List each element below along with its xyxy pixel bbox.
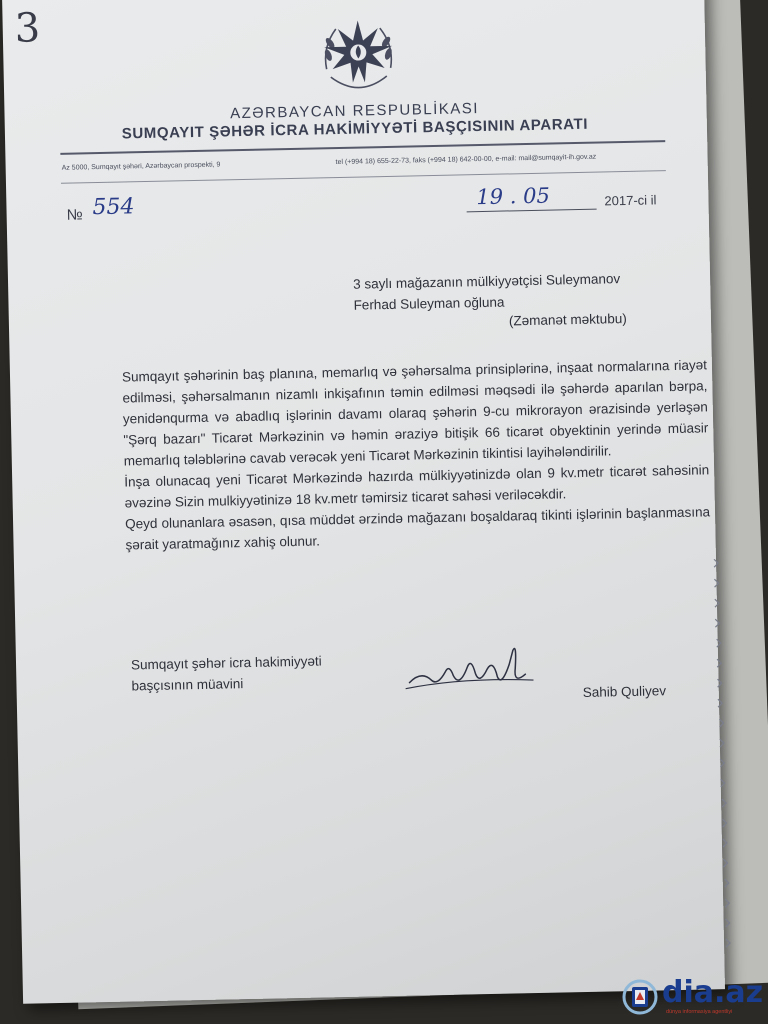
header-divider-thin	[61, 170, 666, 184]
watermark-text	[662, 975, 764, 1015]
header-divider	[60, 140, 665, 155]
letter-body	[122, 354, 711, 555]
reference-number-value: 554	[92, 194, 135, 221]
body-paragraph-1: Sumqayıt şəhərinin baş planına, memarlıq və şəhərsalma prinsiplərinə, inşaat normalarına riayət edilməsi, şəhərsalmanın nizamlı inkişafının təmin edilməsi məqsədi ilə şəhərdə aparılan bərpa, yenidənqurma və abadlıq işlərinin davamı olaraq şəhərin 9-cu mikrorayon ərazisində yerləşən "Şərq bazarı" Ticarət Mərkəzinin və həmin əraziyə bitişik 66 ticarət obyektinin yerində müasir memarlıq tələblərinə cavab verəcək yeni Ticarət Mərkəzinin tikintisi layihələndirilir.	[121, 357, 709, 469]
letter-page	[2, 0, 725, 1004]
signatory-name: Sahib Quliyev	[582, 683, 667, 700]
document-type: (Zəmanət məktubu)	[508, 310, 627, 329]
letterhead-office: SUMQAYIT ŞƏHƏR İCRA HAKİMİYYƏTİ BAŞÇISININ APARATI	[121, 115, 589, 143]
letterhead-country: AZƏRBAYCAN RESPUBLİKASI	[229, 100, 480, 123]
body-paragraph-2: İnşa olunacaq yeni Ticarət Mərkəzində hazırda mülkiyyətinizdə olan 9 kv.metr ticarət sahəsinin əvəzinə Sizin mulkiyyətinizə 18 kv.metr təmirsiz ticarət sahəsi veriləcəkdir.	[124, 462, 710, 511]
dia-logo-icon	[622, 979, 658, 1015]
addressee-line-1: 3 saylı mağazanın mülkiyyətçisi Suleymanov	[352, 271, 621, 292]
addressee-block	[353, 268, 621, 316]
handwritten-page-number: 3	[14, 5, 41, 52]
signatory-title-line-2: başçısının müavini	[131, 676, 244, 694]
watermark-tagline: dünya informasiya agentliyi	[666, 1009, 733, 1015]
watermark-site: dia.az	[662, 975, 764, 1010]
date-underline	[467, 209, 597, 213]
state-emblem-icon	[307, 6, 409, 108]
addressee-line-2: Ferhad Suleyman oğluna	[353, 294, 505, 313]
letterhead-contacts: tel (+994 18) 655-22-73, faks (+994 18) 642-00-00, e-mail: mail@sumqayit-ih.gov.az	[335, 153, 597, 167]
watermark	[622, 975, 764, 1015]
body-paragraph-3: Qeyd olunanlara əsasən, qısa müddət ərzində mağazanı boşaldaraq tikinti işlərinin başlanmasına şərait yaratmağınız xahiş olunur.	[124, 504, 711, 553]
handwritten-signature	[400, 628, 541, 701]
date-value: 19 . 05	[476, 183, 551, 210]
signatory-title	[131, 650, 322, 696]
date-year: 2017-ci il	[604, 192, 657, 209]
letterhead-address: Az 5000, Sumqayıt şəhəri, Azərbaycan prospekti, 9	[61, 161, 221, 172]
reference-number-label: №	[66, 206, 83, 224]
signatory-title-line-1: Sumqayıt şəhər icra hakimiyyəti	[130, 653, 322, 673]
